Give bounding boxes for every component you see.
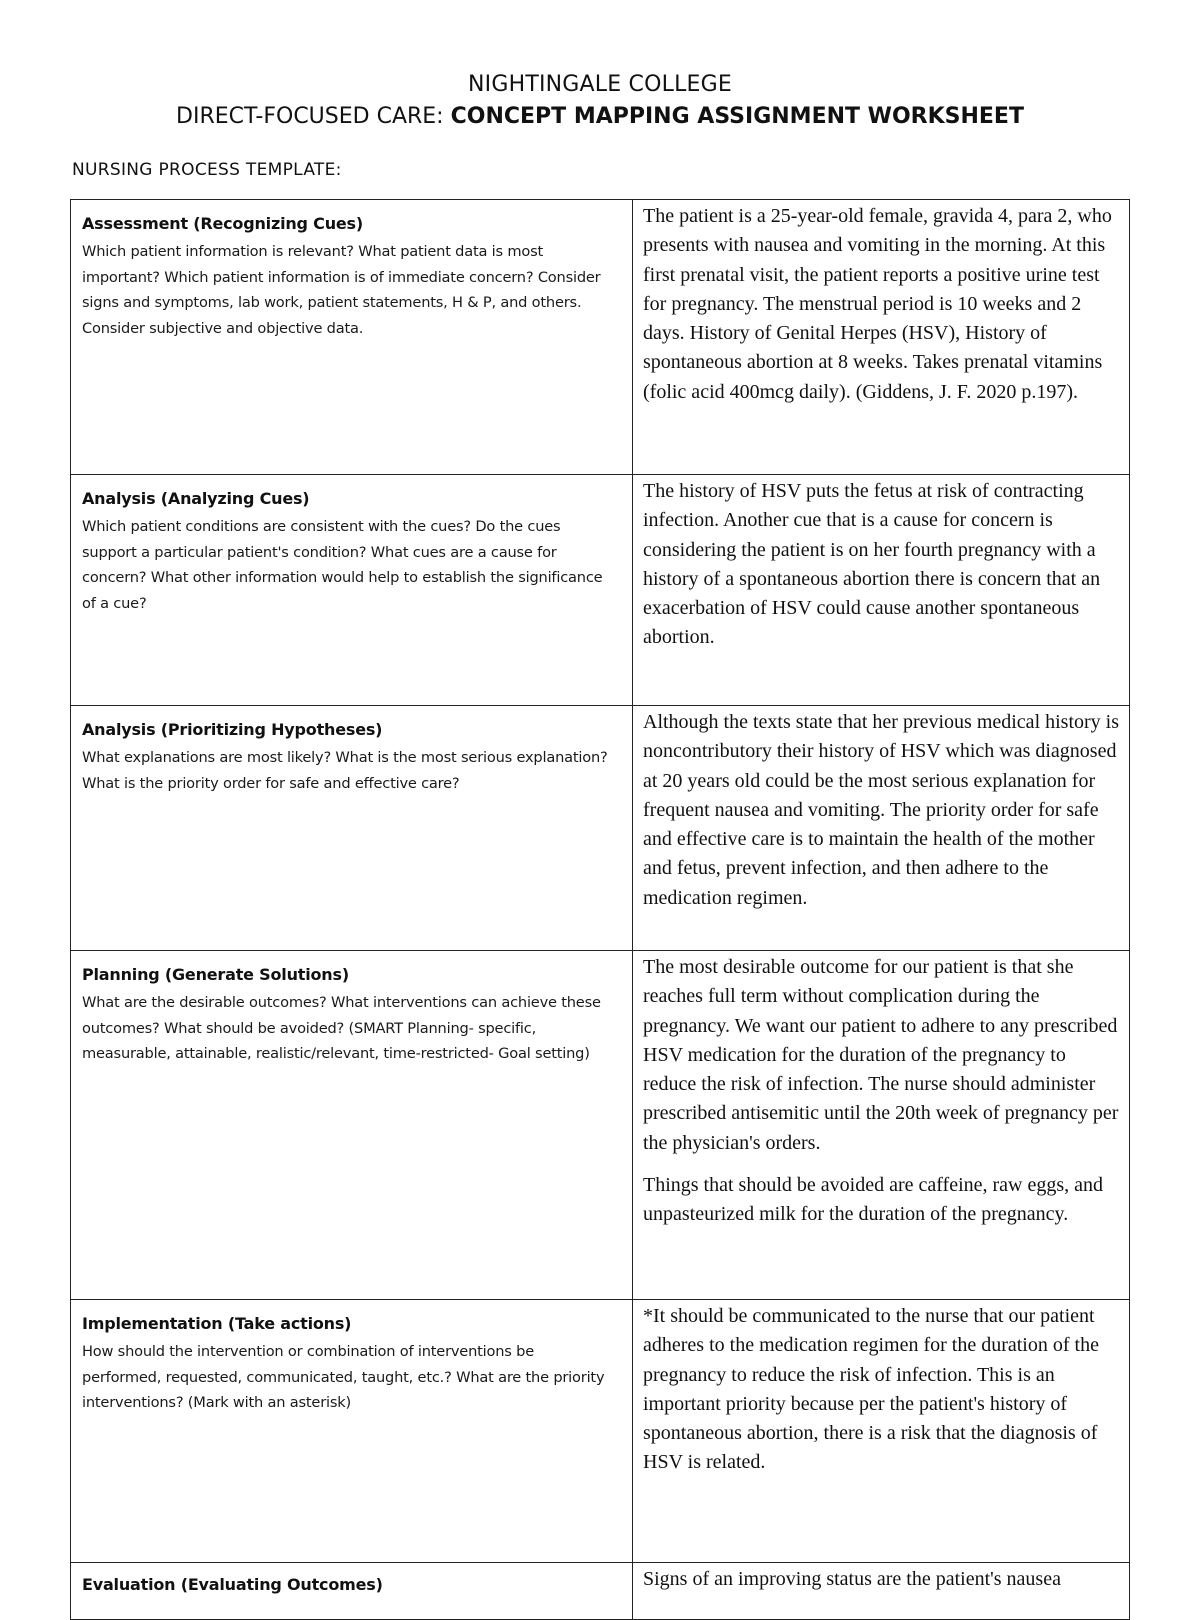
response-text: Signs of an improving status are the patient's nausea	[643, 1568, 1061, 1590]
assessment-response-cell	[633, 200, 1130, 475]
response-text: The patient is a 25-year-old female, gravida 4, para 2, who presents with nausea and vomiting in the morning. At this first prenatal visit, the patient reports a positive urine test for pregnancy. The menstrual period is 10 weeks and 2 days. History of Genital Herpes (HSV), History of spontaneous abortion at 8 weeks. Takes prenatal vitamins (folic acid 400mcg daily). (Giddens, J. F. 2020 p.197).	[643, 205, 1112, 403]
college-title: NIGHTINGALE COLLEGE	[467, 72, 732, 97]
table-row-planning	[71, 951, 1130, 1300]
planning-prompt-cell	[71, 951, 633, 1300]
section-heading: Implementation (Take actions)	[82, 1314, 352, 1333]
section-prompt: What explanations are most likely? What is the most serious explanation? What is the priority order for safe and effective care?	[82, 749, 608, 792]
table-row-assessment	[71, 200, 1130, 475]
worksheet-title-prefix: DIRECT-FOCUSED CARE:	[176, 104, 451, 129]
section-prompt: How should the intervention or combination of interventions be performed, requested, communicated, taught, etc.? What are the priority interventions? (Mark with an asterisk)	[82, 1343, 605, 1412]
nursing-process-table	[70, 199, 1130, 1620]
template-label: NURSING PROCESS TEMPLATE:	[72, 160, 342, 180]
worksheet-title	[0, 104, 1200, 129]
analyzing-cues-prompt-cell	[71, 475, 633, 706]
implementation-response-cell	[633, 1300, 1130, 1563]
prioritizing-hypotheses-prompt-cell	[71, 706, 633, 951]
section-prompt: What are the desirable outcomes? What interventions can achieve these outcomes? What should be avoided? (SMART Planning- specific, measurable, attainable, realistic/relevant, time-restricted- Goal setting)	[82, 994, 601, 1063]
response-text: The most desirable outcome for our patient is that she reaches full term without complication during the pregnancy. We want our patient to adhere to any prescribed HSV medication for the duration of the pregnancy to reduce the risk of infection. The nurse should administer prescribed antisemitic until the 20th week of pregnancy per the physician's orders.	[643, 956, 1119, 1154]
prioritizing-hypotheses-response-cell	[633, 706, 1130, 951]
evaluation-prompt-cell	[71, 1563, 633, 1620]
section-heading: Assessment (Recognizing Cues)	[82, 214, 363, 233]
section-heading: Evaluation (Evaluating Outcomes)	[82, 1575, 383, 1594]
section-heading: Analysis (Prioritizing Hypotheses)	[82, 720, 383, 739]
table-row-implementation	[71, 1300, 1130, 1563]
section-heading: Planning (Generate Solutions)	[82, 965, 349, 984]
section-heading: Analysis (Analyzing Cues)	[82, 489, 310, 508]
assessment-prompt-cell	[71, 200, 633, 475]
response-text: Things that should be avoided are caffeine, raw eggs, and unpasteurized milk for the duration of the pregnancy.	[643, 1174, 1104, 1226]
worksheet-title-bold: CONCEPT MAPPING ASSIGNMENT WORKSHEET	[450, 104, 1024, 129]
table-row-evaluation	[71, 1563, 1130, 1620]
planning-response-cell	[633, 951, 1130, 1300]
table-row-analyzing-cues	[71, 475, 1130, 706]
response-text: Although the texts state that her previous medical history is noncontributory their history of HSV which was diagnosed at 20 years old could be the most serious explanation for frequent nausea and vomiting. The priority order for safe and effective care is to maintain the health of the mother and fetus, prevent infection, and then adhere to the medication regimen.	[643, 711, 1120, 909]
analyzing-cues-response-cell	[633, 475, 1130, 706]
section-prompt: Which patient conditions are consistent with the cues? Do the cues support a particular patient's condition? What cues are a cause for concern? What other information would help to establish the significance of a cue?	[82, 518, 603, 612]
table-row-prioritizing-hypotheses	[71, 706, 1130, 951]
response-text: The history of HSV puts the fetus at risk of contracting infection. Another cue that is a cause for concern is considering the patient is on her fourth pregnancy with a history of a spontaneous abortion there is concern that an exacerbation of HSV could cause another spontaneous abortion.	[643, 480, 1101, 649]
implementation-prompt-cell	[71, 1300, 633, 1563]
section-prompt: Which patient information is relevant? What patient data is most important? Which patient information is of immediate concern? Consider signs and symptoms, lab work, patient statements, H & P, and others. Consider subjective and objective data.	[82, 243, 601, 337]
response-text: *It should be communicated to the nurse that our patient adheres to the medication regimen for the duration of the pregnancy to reduce the risk of infection. This is an important priority because per the patient's history of spontaneous abortion, there is a risk that the diagnosis of HSV is related.	[643, 1305, 1099, 1474]
evaluation-response-cell	[633, 1563, 1130, 1620]
